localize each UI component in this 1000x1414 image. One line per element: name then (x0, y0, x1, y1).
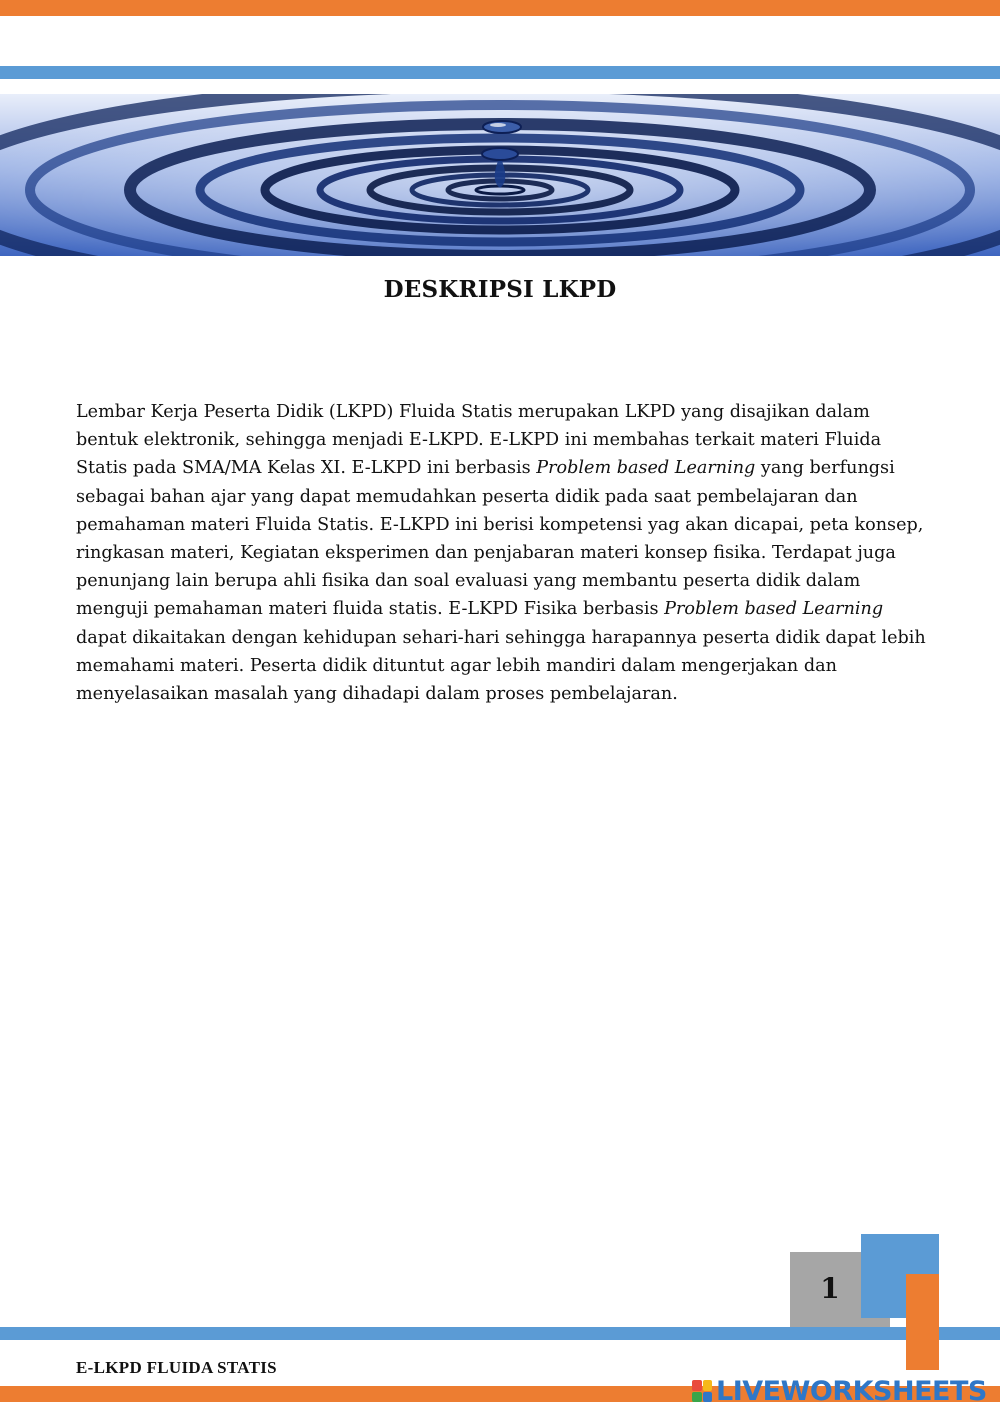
water-drop-banner-image (0, 94, 1000, 256)
document-title: DESKRIPSI LKPD (383, 276, 617, 303)
top-orange-stripe (0, 0, 1000, 16)
watermark-text: LIVEWORKSHEETS (716, 1375, 987, 1407)
paragraph-segment: Lembar Kerja Peserta Didik (LKPD) Fluida Statis merupakan LKPD yang disajikan dalam bentuk elektronik, sehingga menjadi E-LKPD. E-LKPD ini membahas terkait materi Fluida Statis pada SMA/MA Kelas XI. E-LKPD ini berbasis (76, 402, 882, 479)
bottom-blue-stripe (0, 1327, 1000, 1340)
paragraph-segment-italic: Problem based Learning (536, 458, 756, 479)
paragraph-segment: dapat dikaitakan dengan kehidupan sehari-hari sehingga harapannya peserta didik dapat lebih memahami materi. Peserta didik dituntut agar lebih mandiri dalam mengerjakan dan menyelasaikan masalah yang dihadapi dalam proses pembelajaran. (76, 627, 926, 705)
description-paragraph (76, 398, 936, 708)
page-number: 1 (820, 1272, 840, 1305)
footer-title: E-LKPD FLUIDA STATIS (76, 1358, 277, 1377)
paragraph-segment-italic: Problem based Learning (664, 599, 884, 620)
paragraph-segment: yang berfungsi sebagai bahan ajar yang dapat memudahkan peserta didik pada saat pembelajaran dan pemahaman materi Fluida Statis. E-LKPD ini berisi kompetensi yag akan dicapai, peta konsep, ringkasan materi, Kegiatan eksperimen dan penjabaran materi konsep fisika. Terdapat juga penunjang lain berupa ahli fisika dan soal evaluasi yang membantu peserta didik dalam menguji pemahaman materi fluida statis. E-LKPD Fisika berbasis (76, 458, 924, 620)
page-number-orange-block (906, 1274, 939, 1370)
liveworksheets-watermark[interactable] (692, 1374, 987, 1408)
top-blue-stripe (0, 66, 1000, 79)
liveworksheets-logo-icon (692, 1380, 712, 1402)
